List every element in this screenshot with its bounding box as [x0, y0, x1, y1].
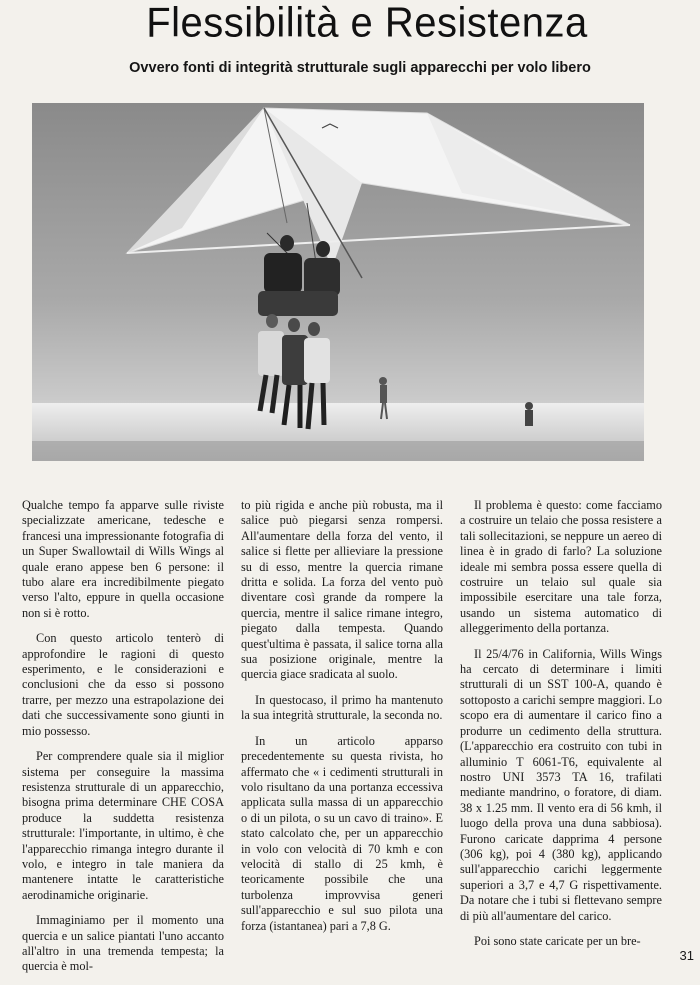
paragraph: to più rigida e anche più robusta, ma il salice può piegarsi senza rompersi. All'aumentare della forza del vento, il salice si flette per allieviare la pressione su di esso, mentre la quercia rimane dritta e solida. La forza del vento può diventare così grande da rompere la quercia, mentre il salice rimane integro, piegato dalla tempesta. Quando quest'ultima è passata, il salice torna alla sua posizione originale, mentre la quercia giace sradicata al suolo.	[241, 498, 443, 682]
article-subtitle: Ovvero fonti di integrità strutturale sugli apparecchi per volo libero	[129, 60, 591, 76]
text-column-2	[241, 498, 443, 944]
paragraph: In un articolo apparso precedentemente su questa rivista, ho affermato che « i cedimenti strutturali in volo risultano da una portanza eccessiva applicata sulla massa di un apparecchio o di un pilota, o su un cavo di traino». E stato calcolato che, per un apparecchio in volo con velocità di 70 kmh e con velocità di stallo di 25 kmh, è teoricamente possibile che una turbolenza improvvisa generi sull'apparecchio e sul suo pilota una forza (istantanea) pari a 7,8 G.	[241, 733, 443, 933]
paragraph: Il problema è questo: come facciamo a costruire un telaio che possa resistere a tali sollecitazioni, se neppure un aereo di linea è in grado di farlo? La soluzione ideale mi sembra possa essere quella di costruire un telaio sul quale sia impossibile esercitare una tale forza, usando un sistema automatico di alleggerimento della portanza.	[460, 498, 662, 636]
text-column-1	[22, 498, 224, 985]
paragraph: Qualche tempo fa apparve sulle riviste specializzate americane, tedesche e francesi una impressionante fotografia di un Super Swallowtail di Wills Wings al quale erano appese ben 6 persone: il tubo alare era incredibilmente piegato verso l'alto, eppure in quella occasione non si è rotto.	[22, 498, 224, 620]
paragraph: Poi sono state caricate per un bre-	[474, 933, 641, 948]
paragraph: Per comprendere quale sia il miglior sistema per conseguire la massima resistenza strutturale di un apparecchio, bisogna prima determinare CHE COSA produce la suddetta resistenza strutturale: l'importante, in ultimo, è che l'apparecchio rimanga integro durante il volo, e integro in tale maniera da mantenere intatte le caratteristiche aerodinamiche originarie.	[22, 749, 224, 902]
hang-glider-photo	[32, 103, 644, 461]
paragraph: Il 25/4/76 in California, Wills Wings ha cercato di determinare i limiti strutturali di un SST 100-A, quando è sottoposto a carichi sempre maggiori. Lo scopo era di aumentare il carico fino a produrre un cedimento della struttura. (L'apparecchio era costruito con tubi in alluminio T 6061-T6, equivalente al nostro UNI 3573 TA 16, trafilati mediante mandrino, o foratore, di diam. 38 x 1.25 mm. Il vento era di 56 kmh, il luogo della prova una duna sabbiosa). Furono caricate dapprima 4 persone (306 kg), poi 4 (380 kg), applicando sull'apparecchio carichi leggermente superiori a 3,7 e 4,7 G rispettivamente. Da notare che i tubi si flettevano sempre di più all'aumentare del carico.	[460, 646, 662, 923]
page-number: 31	[679, 948, 694, 963]
paragraph: In questocaso, il primo ha mantenuto la sua integrità strutturale, la seconda no.	[241, 692, 443, 723]
paragraph: Immaginiamo per il momento una quercia e un salice piantati l'uno accanto all'altro in una tremenda tempesta; la quercia è mol-	[22, 913, 224, 974]
article-title: Flessibilità e Resistenza	[146, 0, 588, 47]
paragraph: Con questo articolo tenterò di approfondire le ragioni di questo esperimento, e le considerazioni e conclusioni che da esso si possono trarre, per mezzo una estrapolazione dei dati che successivamente sono giunti in mio possesso.	[22, 631, 224, 738]
text-column-3	[460, 498, 662, 959]
